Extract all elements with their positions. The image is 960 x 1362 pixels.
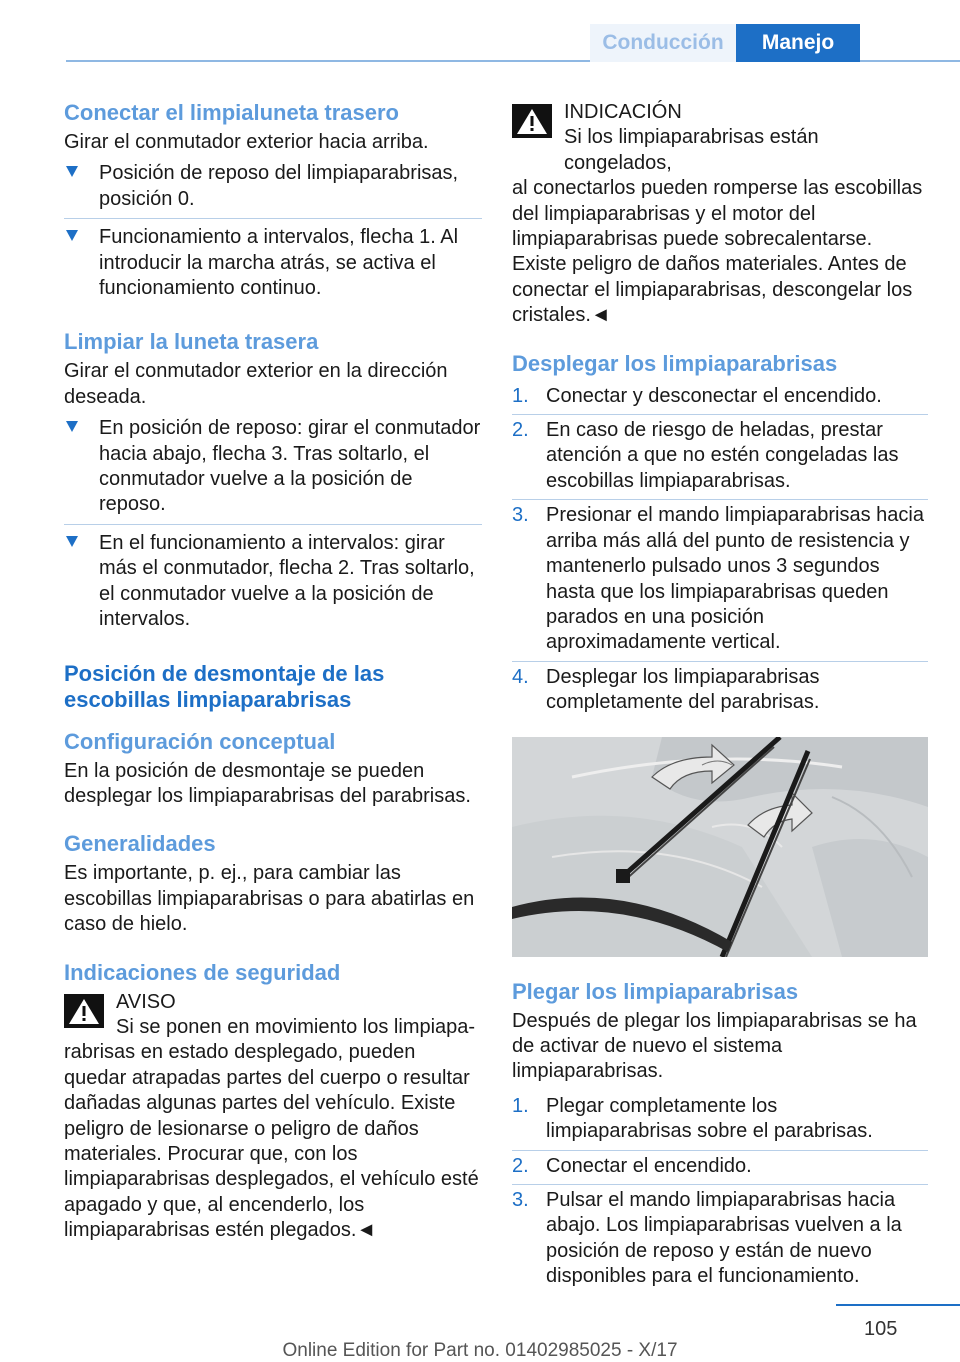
warning-icon [512,104,552,138]
triangle-bullet-icon [66,166,78,177]
left-column [64,100,482,1244]
caution-text: al conectarlos pueden romperse las escobillas del limpiaparabrisas y el motor del limpiaparabrisas puede sobrecalentarse. Existe peligro de daños materiales. Antes de conectar el limpiaparabrisas, descongelar los cristales.◄ [512,177,923,327]
caution-text: Si los limpiaparabrisas están congelados, [564,126,819,174]
windshield-wipers-image [512,737,928,957]
right-column [512,100,928,1295]
warning-notice [64,990,482,1244]
list-item: 1. Conectar y desconectar el encendido. [512,381,928,415]
paragraph: Girar el conmutador exterior hacia arriba. [64,131,429,153]
numbered-list [512,1091,928,1295]
list-item: 2. En caso de riesgo de heladas, prestar atención a que no estén congeladas las escobillas limpiaparabrisas. [512,415,928,500]
caution-notice [512,100,928,329]
list-item: En el funcionamiento a intervalos: girar más el conmutador, flecha 2. Tras soltarlo, el conmutador vuelve a la posición de intervalos. [64,525,482,639]
warning-icon [64,994,104,1028]
section-title-rear-wiper: Conectar el limpialuneta trasero [64,100,399,125]
bullet-list [64,155,482,307]
paragraph: Es importante, p. ej., para cambiar las escobillas limpiaparabrisas o para abatirlas en caso de hielo. [64,862,475,936]
page-number: 105 [864,1318,898,1340]
list-item: 2. Conectar el encendido. [512,1151,928,1185]
section-title-concept: Configuración conceptual [64,728,336,754]
triangle-bullet-icon [66,230,78,241]
section-title-fold-wipers: Plegar los limpiaparabrisas [512,978,799,1004]
edition-footer: Online Edition for Part no. 01402985025 - X/17 [282,1340,678,1361]
list-item: 3. Pulsar el mando limpiaparabrisas hacia abajo. Los limpiaparabrisas vuelven a la posición de reposo y están de nuevo disponibles para el funcionamiento. [512,1188,902,1288]
warning-text: rabrisas en estado desplegado, pueden quedar atrapadas partes del cuerpo o resultar dañadas algunas partes del vehículo. Existe peligro de lesionarse o peligro de daños materiales. Procurar que, con los limpiaparabrisas desplegados, el vehículo esté apagado y que, al encenderlo, los limpiaparabrisas estén plegados.◄ [64,1041,479,1242]
tab-manejo[interactable]: Manejo [736,24,860,62]
warning-text: Si se ponen en movimiento los limpiapa- [116,1015,476,1038]
paragraph: Después de plegar los limpiaparabrisas se ha de activar de nuevo el sistema limpiaparabrisas. [512,1009,917,1083]
numbered-list [512,381,928,721]
warning-title: AVISO [116,990,176,1013]
section-title-dismount-position: Posición de desmontaje de las escobillas limpiaparabrisas [64,660,385,712]
list-item: 1. Plegar completamente los limpiaparabrisas sobre el parabrisas. [512,1091,928,1151]
list-item: En posición de reposo: girar el conmutador hacia abajo, flecha 3. Tras soltarlo, el conmutador vuelve a la posición de reposo. [64,410,482,525]
section-title-clean-rear-window: Limpiar la luneta trasera [64,329,319,355]
caution-title: INDICACIÓN [564,101,682,123]
list-item: 4. Desplegar los limpiaparabrisas completamente del parabrisas. [512,665,820,714]
list-item: Posición de reposo del limpiaparabrisas, posición 0. [64,155,482,219]
triangle-bullet-icon [66,536,78,547]
list-item: 3. Presionar el mando limpiaparabrisas hacia arriba más allá del punto de resistencia y mantenerlo pulsado unos 3 segundos hasta que los limpiaparabrisas queden parados en una posición aproximadamente vertical. [512,500,928,661]
triangle-bullet-icon [66,421,78,432]
paragraph: Girar el conmutador exterior en la dirección deseada. [64,360,448,408]
bullet-list [64,410,482,638]
list-item: Funcionamiento a intervalos, flecha 1. Al introducir la marcha atrás, se activa el funcionamiento continuo. [64,219,482,307]
tab-conduccion[interactable]: Conducción [590,24,736,62]
section-title-safety: Indicaciones de seguridad [64,959,341,985]
wiper-illustration [512,737,928,957]
section-title-unfold-wipers: Desplegar los limpiaparabrisas [512,350,838,376]
page-number-rule [836,1304,960,1306]
paragraph: En la posición de desmontaje se pueden desplegar los limpiaparabrisas del parabrisas. [64,759,471,807]
section-title-general: Generalidades [64,831,216,857]
